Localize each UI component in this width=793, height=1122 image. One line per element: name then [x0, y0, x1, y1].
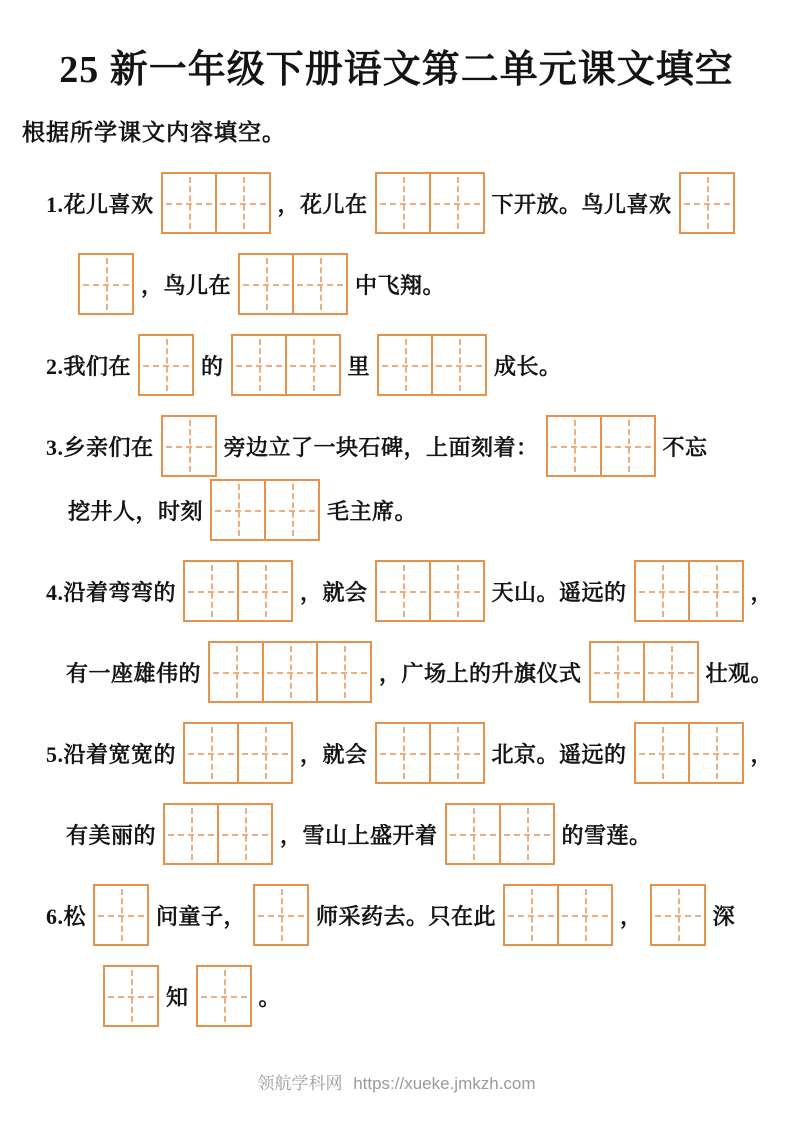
- answer-cell[interactable]: [93, 884, 149, 946]
- answer-cell[interactable]: [237, 560, 293, 622]
- answer-cell[interactable]: [546, 415, 602, 477]
- answer-cell[interactable]: [238, 253, 294, 315]
- question-1-line-1: [42, 172, 785, 234]
- answer-cell[interactable]: [264, 479, 320, 541]
- answer-cell[interactable]: [688, 722, 744, 784]
- question-text: 有一座雄伟的: [66, 660, 202, 686]
- answer-box-group: [634, 560, 744, 622]
- answer-cell[interactable]: [210, 479, 266, 541]
- answer-box-group: [634, 722, 744, 784]
- answer-box-group: [208, 641, 372, 703]
- answer-box-group: [78, 253, 134, 315]
- answer-cell[interactable]: [196, 965, 252, 1027]
- answer-cell[interactable]: [215, 172, 271, 234]
- answer-cell[interactable]: [316, 641, 372, 703]
- question-4-line-1: [42, 560, 785, 622]
- question-4-line-2: [42, 641, 785, 703]
- question-5-line-2: [42, 803, 785, 865]
- answer-box-group: [589, 641, 699, 703]
- instruction-text: 根据所学课文内容填空。: [22, 120, 286, 145]
- answer-box-group: [183, 560, 293, 622]
- answer-cell[interactable]: [375, 722, 431, 784]
- answer-cell[interactable]: [643, 641, 699, 703]
- question-text: ，: [750, 579, 774, 605]
- answer-box-group: [103, 965, 159, 1027]
- question-text: 1.花儿喜欢: [46, 191, 154, 217]
- question-5-line-1: [42, 722, 785, 784]
- answer-cell[interactable]: [429, 560, 485, 622]
- answer-box-group: [196, 965, 252, 1027]
- answer-box-group: [138, 334, 194, 396]
- answer-box-group: [253, 884, 309, 946]
- answer-cell[interactable]: [429, 722, 485, 784]
- answer-cell[interactable]: [161, 415, 217, 477]
- answer-cell[interactable]: [253, 884, 309, 946]
- question-text: ，雪山上盛开着: [280, 822, 438, 848]
- question-text: 北京。遥远的: [491, 741, 627, 767]
- footer-watermark: [0, 1069, 793, 1094]
- answer-cell[interactable]: [499, 803, 555, 865]
- answer-cell[interactable]: [557, 884, 613, 946]
- answer-box-group: [161, 172, 271, 234]
- question-text: 的雪莲。: [561, 822, 652, 848]
- answer-cell[interactable]: [429, 172, 485, 234]
- question-3-line-1: [42, 415, 785, 477]
- answer-cell[interactable]: [634, 560, 690, 622]
- question-text: ，鸟儿在: [141, 272, 232, 298]
- answer-cell[interactable]: [679, 172, 735, 234]
- answer-cell[interactable]: [292, 253, 348, 315]
- question-text: ，花儿在: [277, 191, 368, 217]
- answer-box-group: [161, 415, 217, 477]
- question-text: 有美丽的: [66, 822, 157, 848]
- answer-box-group: [163, 803, 273, 865]
- footer-site-name: 领航学科网: [257, 1074, 343, 1093]
- answer-cell[interactable]: [375, 560, 431, 622]
- question-text: ，就会: [300, 741, 368, 767]
- question-text: 下开放。鸟儿喜欢: [491, 191, 672, 217]
- answer-box-group: [650, 884, 706, 946]
- answer-cell[interactable]: [589, 641, 645, 703]
- question-2-line-1: [42, 334, 785, 396]
- question-6-line-2: [42, 965, 785, 1027]
- answer-cell[interactable]: [285, 334, 341, 396]
- answer-cell[interactable]: [103, 965, 159, 1027]
- answer-box-group: [377, 334, 487, 396]
- answer-cell[interactable]: [217, 803, 273, 865]
- question-text: 5.沿着宽宽的: [46, 741, 177, 767]
- answer-box-group: [375, 172, 485, 234]
- answer-cell[interactable]: [377, 334, 433, 396]
- question-3-line-2: [42, 479, 785, 541]
- questions: [0, 172, 793, 1027]
- question-text: 深: [712, 903, 736, 929]
- answer-cell[interactable]: [650, 884, 706, 946]
- question-text: 成长。: [494, 353, 562, 379]
- answer-box-group: [93, 884, 149, 946]
- answer-box-group: [546, 415, 656, 477]
- question-text: 。: [258, 984, 282, 1010]
- question-text: 2.我们在: [46, 353, 132, 379]
- answer-cell[interactable]: [78, 253, 134, 315]
- question-text: 毛主席。: [327, 498, 418, 524]
- question-text: 壮观。: [705, 660, 774, 686]
- question-text: 师采药去。只在此: [316, 903, 497, 929]
- answer-box-group: [679, 172, 735, 234]
- question-text: 中飞翔。: [355, 272, 446, 298]
- question-text: 不忘: [662, 434, 708, 460]
- question-text: 挖井人，时刻: [68, 498, 204, 524]
- question-text: 3.乡亲们在: [46, 434, 154, 460]
- answer-cell[interactable]: [375, 172, 431, 234]
- answer-cell[interactable]: [183, 560, 239, 622]
- question-text: 里: [347, 353, 371, 379]
- answer-box-group: [503, 884, 613, 946]
- answer-cell[interactable]: [163, 803, 219, 865]
- answer-box-group: [210, 479, 320, 541]
- answer-cell[interactable]: [634, 722, 690, 784]
- question-text: 6.松: [46, 903, 87, 929]
- question-1-line-2: [42, 253, 785, 315]
- answer-cell[interactable]: [688, 560, 744, 622]
- answer-cell[interactable]: [183, 722, 239, 784]
- page-title: 25 新一年级下册语文第二单元课文填空: [59, 49, 734, 91]
- question-text: ，就会: [300, 579, 368, 605]
- answer-box-group: [375, 560, 485, 622]
- question-text: 天山。遥远的: [491, 579, 627, 605]
- answer-cell[interactable]: [161, 172, 217, 234]
- answer-cell[interactable]: [503, 884, 559, 946]
- answer-cell[interactable]: [237, 722, 293, 784]
- answer-box-group: [375, 722, 485, 784]
- answer-cell[interactable]: [431, 334, 487, 396]
- footer-url[interactable]: https://xueke.jmkzh.com: [353, 1074, 536, 1093]
- question-text: 4.沿着弯弯的: [46, 579, 177, 605]
- answer-box-group: [231, 334, 341, 396]
- question-text: 知: [166, 984, 189, 1010]
- answer-cell[interactable]: [231, 334, 287, 396]
- answer-cell[interactable]: [262, 641, 318, 703]
- answer-cell[interactable]: [445, 803, 501, 865]
- question-text: 的: [201, 353, 224, 379]
- answer-cell[interactable]: [600, 415, 656, 477]
- question-text: 旁边立了一块石碑，上面刻着：: [223, 434, 539, 460]
- question-text: ，: [620, 903, 643, 929]
- question-text: ，: [750, 741, 774, 767]
- question-text: 问童子，: [156, 903, 247, 929]
- answer-box-group: [183, 722, 293, 784]
- answer-cell[interactable]: [208, 641, 264, 703]
- question-text: ，广场上的升旗仪式: [379, 660, 582, 686]
- answer-box-group: [238, 253, 348, 315]
- answer-box-group: [445, 803, 555, 865]
- question-6-line-1: [42, 884, 785, 946]
- answer-cell[interactable]: [138, 334, 194, 396]
